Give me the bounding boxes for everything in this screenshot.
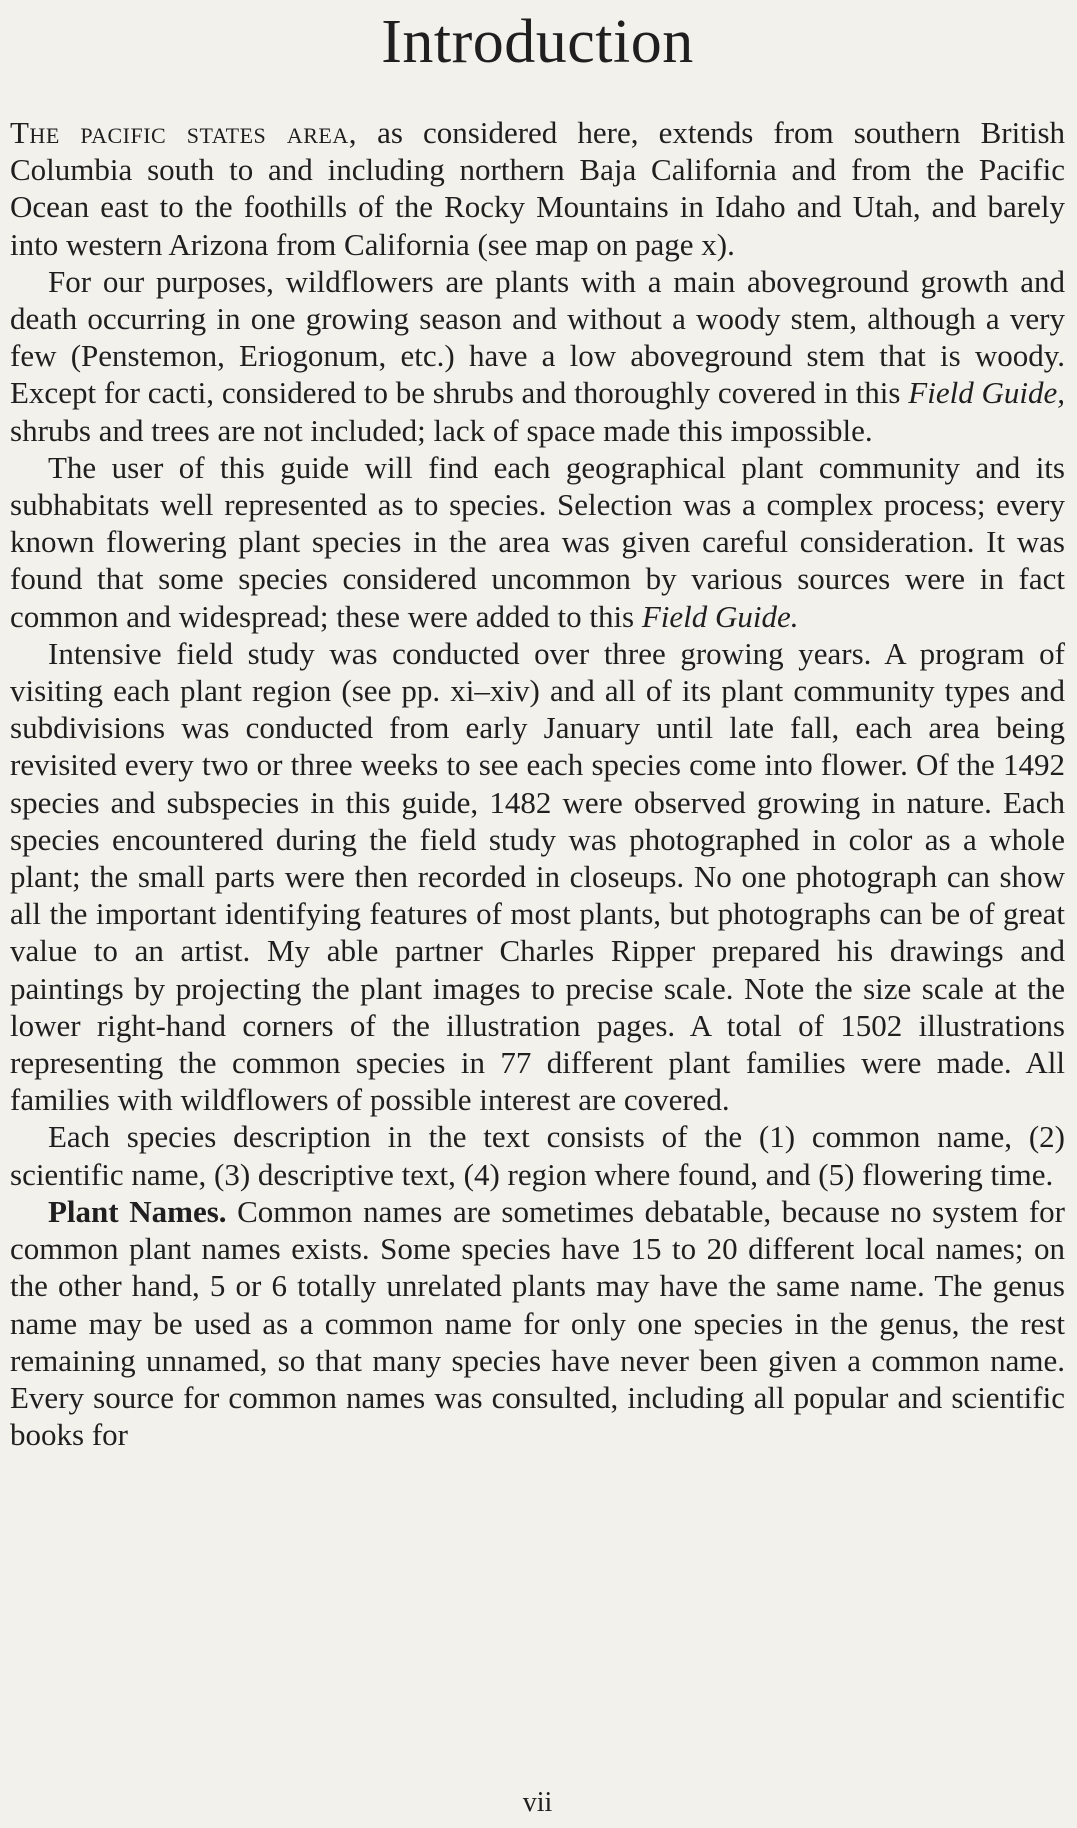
paragraph-text: Common names are sometimes debatable, because no system for common plant names exists. Some species have 15 to 20 different local names; on the other hand, 5 or 6 totally unrelated plants may have the same name. The genus name may be used as a common name for only one species in the genus, the rest remaining unnamed, so that many species have never been given a common name. Every source for common names was consulted, including all popular and scientific books for: [10, 1193, 1065, 1453]
paragraph-lead-smallcaps: The pacific states area,: [10, 115, 358, 150]
paragraph-field-study: [10, 635, 1065, 1119]
paragraph-text: Intensive field study was conducted over three growing years. A program of visiting each plant region (see pp. xi–xiv) and all of its plant community types and subdivisions was conducted from early January until late fall, each area being revisited every two or three weeks to see each species come into flower. Of the 1492 species and subspecies in this guide, 1482 were observed growing in nature. Each species encountered during the field study was photographed in color as a whole plant; the small parts were then recorded in closeups. No one photograph can show all the important identifying features of most plants, but photographs can be of great value to an artist. My able partner Charles Ripper prepared his drawings and paintings by projecting the plant images to precise scale. Note the size scale at the lower right-hand corners of the illustration pages. A total of 1502 illustrations representing the common species in 77 different plant families were made. All families with wildflowers of possible interest are covered.: [10, 635, 1065, 1118]
page-title: Introduction: [381, 8, 694, 76]
page-number: vii: [522, 1787, 553, 1818]
paragraph-species-description: [10, 1118, 1065, 1192]
paragraph-text: The user of this guide will find each geographical plant community and its subhabitats well represented as to species. Selection was a complex process; every known flowering plant species in the area was given careful consideration. It was found that some species considered uncommon by various sources were in fact common and widespread; these were added to this: [10, 449, 1065, 634]
paragraph-species-selection: [10, 449, 1065, 635]
paragraph-text: shrubs and trees are not included; lack of space made this impossible.: [10, 412, 873, 448]
book-page: [10, 0, 1065, 1828]
paragraph-pacific-states: [10, 114, 1065, 263]
section-heading-plant-names: Plant Names.: [48, 1193, 227, 1229]
paragraph-text: Each species description in the text consists of the (1) common name, (2) scientific name, (3) descriptive text, (4) region where found, and (5) flowering time.: [10, 1119, 1065, 1192]
paragraph-wildflower-definition: [10, 263, 1065, 449]
body-text: [10, 114, 1065, 1453]
field-guide-italic: Field Guide,: [908, 375, 1065, 411]
field-guide-italic: Field Guide.: [641, 598, 799, 634]
paragraph-plant-names: [10, 1193, 1065, 1453]
paragraph-text: as considered here, extends from southern British Columbia south to and including northern Baja California and from the Pacific Ocean east to the foothills of the Rocky Mountains in Idaho and Utah, and barely into western Arizona from California (see map on page x).: [10, 115, 1066, 262]
paragraph-text: For our purposes, wildflowers are plants with a main aboveground growth and death occurring in one growing season and without a woody stem, although a very few (Penstemon, Eriogonum, etc.) have a low aboveground stem that is woody. Except for cacti, considered to be shrubs and thoroughly covered in this: [10, 263, 1065, 411]
